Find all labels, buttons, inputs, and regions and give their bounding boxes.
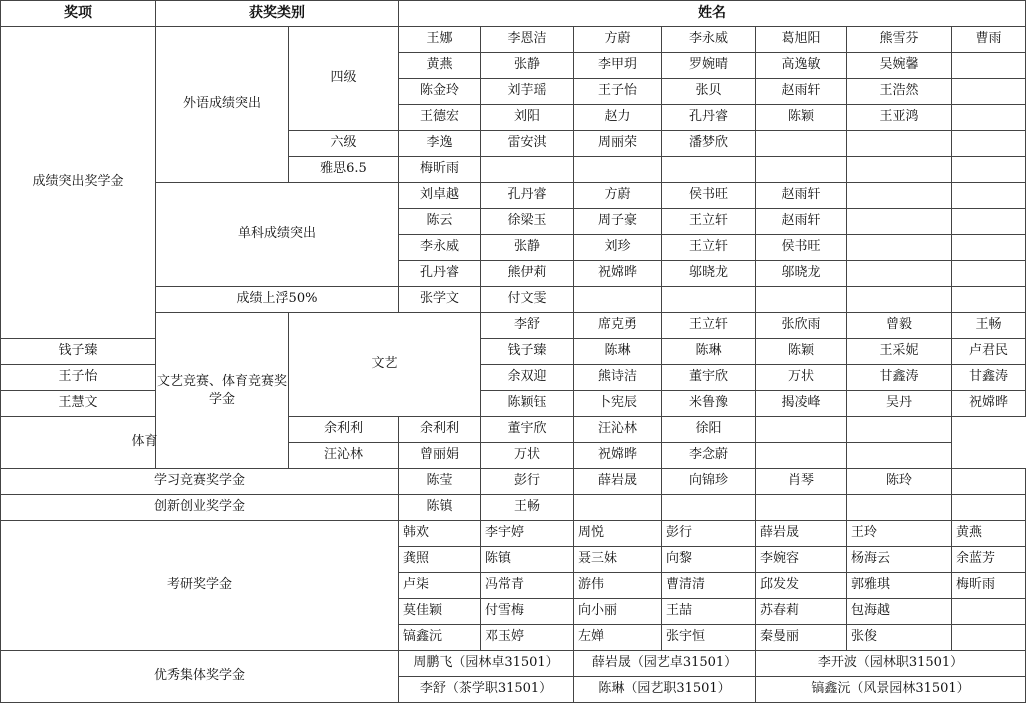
name-cell [952, 625, 1026, 651]
name-cell: 卢君民 [952, 339, 1026, 365]
name-cell: 王慧文 [1, 391, 156, 417]
name-cell: 周丽荣 [574, 131, 662, 157]
name-cell: 余双迎 [481, 365, 574, 391]
name-cell: 甘鑫涛 [952, 365, 1026, 391]
name-cell [952, 209, 1026, 235]
name-cell: 卢柒 [399, 573, 481, 599]
name-cell: 王立轩 [662, 235, 756, 261]
name-cell: 李婉容 [756, 547, 847, 573]
name-cell [756, 443, 847, 469]
name-cell: 赵雨轩 [756, 79, 847, 105]
name-cell: 陈金玲 [399, 79, 481, 105]
award-label: 成绩突出奖学金 [1, 27, 156, 339]
subcategory-label: 雅思6.5 [289, 157, 399, 183]
name-cell: 付文雯 [481, 287, 574, 313]
name-cell [756, 131, 847, 157]
name-cell: 张学文 [399, 287, 481, 313]
name-cell [662, 287, 756, 313]
name-cell: 王立轩 [662, 209, 756, 235]
name-cell: 董宇欣 [662, 365, 756, 391]
name-cell: 赵雨轩 [756, 209, 847, 235]
table-row [1, 495, 1026, 521]
name-cell: 孔丹睿 [662, 105, 756, 131]
name-cell: 聂三妹 [574, 547, 662, 573]
name-cell: 熊诗洁 [574, 365, 662, 391]
name-cell: 陈颖 [756, 339, 847, 365]
name-cell: 余蓝芳 [952, 547, 1026, 573]
name-cell [847, 287, 952, 313]
name-cell: 周子豪 [574, 209, 662, 235]
name-cell: 熊雪芬 [847, 27, 952, 53]
table-row [1, 521, 1026, 547]
name-cell: 陈玲 [847, 469, 952, 495]
name-cell: 杨海云 [847, 547, 952, 573]
name-cell: 邬晓龙 [756, 261, 847, 287]
name-cell: 孔丹睿 [399, 261, 481, 287]
name-cell: 祝嫦晔 [574, 443, 662, 469]
name-cell: 王浩然 [847, 79, 952, 105]
award-label: 优秀集体奖学金 [1, 651, 399, 703]
name-cell: 赵力 [574, 105, 662, 131]
table-row [1, 365, 1026, 391]
name-cell [847, 495, 952, 521]
name-cell: 肖琴 [756, 469, 847, 495]
name-cell: 赵雨轩 [756, 183, 847, 209]
name-cell: 陈琳 [574, 339, 662, 365]
name-cell: 董宇欣 [481, 417, 574, 443]
name-cell: 邓玉婷 [481, 625, 574, 651]
name-cell: 王采妮 [847, 339, 952, 365]
name-cell [847, 209, 952, 235]
name-cell: 张俊 [847, 625, 952, 651]
name-cell: 李舒 [481, 313, 574, 339]
name-cell [952, 495, 1026, 521]
award-label: 学习竞赛奖学金 [1, 469, 399, 495]
name-cell: 镐鑫沅 [399, 625, 481, 651]
name-cell: 雷安淇 [481, 131, 574, 157]
name-cell: 陈云 [399, 209, 481, 235]
name-cell: 王亚鸿 [847, 105, 952, 131]
name-cell [952, 261, 1026, 287]
name-cell: 孔丹睿 [481, 183, 574, 209]
award-label: 文艺竞赛、体育竞赛奖学金 [156, 313, 289, 469]
name-cell: 侯书旺 [756, 235, 847, 261]
name-cell: 王喆 [662, 599, 756, 625]
name-cell: 曾丽娟 [399, 443, 481, 469]
name-cell: 王畅 [952, 313, 1026, 339]
name-cell: 薛岩晟 [574, 469, 662, 495]
name-cell: 方蔚 [574, 183, 662, 209]
name-cell: 熊伊莉 [481, 261, 574, 287]
name-cell: 邬晓龙 [662, 261, 756, 287]
name-cell: 徐梁玉 [481, 209, 574, 235]
name-cell: 刘阳 [481, 105, 574, 131]
name-cell: 彭行 [481, 469, 574, 495]
name-cell: 李甲玥 [574, 53, 662, 79]
table-row [1, 339, 1026, 365]
collective-entry: 周鹏飞（园林卓31501） [399, 651, 574, 677]
name-cell: 席克勇 [574, 313, 662, 339]
collective-entry: 李开波（园林职31501） [756, 651, 1026, 677]
name-cell: 周悦 [574, 521, 662, 547]
name-cell [847, 183, 952, 209]
name-cell: 潘梦欣 [662, 131, 756, 157]
name-cell: 吴丹 [847, 391, 952, 417]
name-cell [756, 287, 847, 313]
category-label: 单科成绩突出 [156, 183, 399, 287]
name-cell: 甘鑫涛 [847, 365, 952, 391]
name-cell: 黄燕 [399, 53, 481, 79]
name-cell [952, 157, 1026, 183]
name-cell: 王子怡 [574, 79, 662, 105]
name-cell [756, 157, 847, 183]
name-cell: 彭行 [662, 521, 756, 547]
name-cell: 钱子臻 [481, 339, 574, 365]
name-cell: 曾毅 [847, 313, 952, 339]
name-cell [481, 157, 574, 183]
table-row [1, 27, 1026, 53]
name-cell: 汪沁林 [289, 443, 399, 469]
collective-entry: 薛岩晟（园艺卓31501） [574, 651, 756, 677]
name-cell: 吴婉馨 [847, 53, 952, 79]
category-label: 体育 [1, 417, 289, 469]
name-cell: 张静 [481, 235, 574, 261]
name-cell [952, 53, 1026, 79]
name-cell [952, 131, 1026, 157]
name-cell: 梅昕雨 [399, 157, 481, 183]
header-award: 奖项 [1, 1, 156, 27]
name-cell: 李恩洁 [481, 27, 574, 53]
name-cell: 万状 [756, 365, 847, 391]
name-cell [952, 105, 1026, 131]
name-cell: 钱子臻 [1, 339, 156, 365]
name-cell: 向小丽 [574, 599, 662, 625]
name-cell: 张静 [481, 53, 574, 79]
header-names: 姓名 [399, 1, 1026, 27]
name-cell: 李逸 [399, 131, 481, 157]
name-cell: 徐阳 [662, 417, 756, 443]
name-cell: 邱发发 [756, 573, 847, 599]
name-cell: 祝嫦晔 [952, 391, 1026, 417]
name-cell [847, 157, 952, 183]
name-cell [662, 157, 756, 183]
name-cell: 张宇恒 [662, 625, 756, 651]
name-cell [952, 79, 1026, 105]
name-cell: 薛岩晟 [756, 521, 847, 547]
name-cell: 侯书旺 [662, 183, 756, 209]
name-cell: 王立轩 [662, 313, 756, 339]
name-cell: 王德宏 [399, 105, 481, 131]
name-cell: 游伟 [574, 573, 662, 599]
name-cell [952, 183, 1026, 209]
name-cell: 方蔚 [574, 27, 662, 53]
collective-entry: 镐鑫沅（风景园林31501） [756, 677, 1026, 703]
name-cell: 冯常青 [481, 573, 574, 599]
name-cell: 陈琳 [662, 339, 756, 365]
name-cell: 王畅 [481, 495, 574, 521]
name-cell [952, 469, 1026, 495]
name-cell: 李永威 [662, 27, 756, 53]
subcategory-label: 六级 [289, 131, 399, 157]
table-row [1, 417, 1026, 443]
award-label: 考研奖学金 [1, 521, 399, 651]
name-cell [847, 443, 952, 469]
name-cell [847, 417, 952, 443]
name-cell [574, 287, 662, 313]
name-cell: 葛旭阳 [756, 27, 847, 53]
name-cell: 王娜 [399, 27, 481, 53]
name-cell: 黄燕 [952, 521, 1026, 547]
name-cell: 李念蔚 [662, 443, 756, 469]
name-cell: 刘珍 [574, 235, 662, 261]
name-cell: 余利利 [399, 417, 481, 443]
name-cell [952, 287, 1026, 313]
name-cell: 王玲 [847, 521, 952, 547]
category-label: 外语成绩突出 [156, 27, 289, 183]
name-cell: 李宇婷 [481, 521, 574, 547]
name-cell: 余利利 [289, 417, 399, 443]
table-row [1, 391, 1026, 417]
name-cell: 陈颖钰 [481, 391, 574, 417]
name-cell: 陈颖 [756, 105, 847, 131]
name-cell: 陈莹 [399, 469, 481, 495]
header-row [1, 1, 1026, 27]
name-cell: 龚照 [399, 547, 481, 573]
name-cell: 梅昕雨 [952, 573, 1026, 599]
name-cell: 李永威 [399, 235, 481, 261]
name-cell [574, 157, 662, 183]
name-cell: 高逸敏 [756, 53, 847, 79]
name-cell: 秦曼丽 [756, 625, 847, 651]
name-cell: 曹清清 [662, 573, 756, 599]
table-row [1, 651, 1026, 677]
name-cell [847, 131, 952, 157]
name-cell: 包海越 [847, 599, 952, 625]
name-cell [756, 495, 847, 521]
name-cell: 付雪梅 [481, 599, 574, 625]
name-cell: 陈镇 [481, 547, 574, 573]
name-cell: 陈镇 [399, 495, 481, 521]
name-cell: 王子怡 [1, 365, 156, 391]
name-cell: 向锦珍 [662, 469, 756, 495]
name-cell [756, 417, 847, 443]
category-label: 成绩上浮50% [156, 287, 399, 313]
name-cell [662, 495, 756, 521]
name-cell: 张欣雨 [756, 313, 847, 339]
name-cell: 汪沁林 [574, 417, 662, 443]
name-cell: 苏春莉 [756, 599, 847, 625]
name-cell: 米鲁豫 [662, 391, 756, 417]
name-cell: 揭凌峰 [756, 391, 847, 417]
name-cell: 郭雅琪 [847, 573, 952, 599]
name-cell: 曹雨 [952, 27, 1026, 53]
name-cell: 刘卓越 [399, 183, 481, 209]
name-cell [952, 235, 1026, 261]
category-label: 文艺 [289, 313, 481, 417]
name-cell: 刘芋瑶 [481, 79, 574, 105]
table-row [1, 469, 1026, 495]
name-cell: 祝嫦晔 [574, 261, 662, 287]
name-cell: 万状 [481, 443, 574, 469]
name-cell [574, 495, 662, 521]
subcategory-label: 四级 [289, 27, 399, 131]
name-cell: 莫佳颖 [399, 599, 481, 625]
name-cell: 卜宪辰 [574, 391, 662, 417]
name-cell: 张贝 [662, 79, 756, 105]
name-cell: 向黎 [662, 547, 756, 573]
collective-entry: 陈琳（园艺职31501） [574, 677, 756, 703]
name-cell [847, 261, 952, 287]
name-cell [847, 235, 952, 261]
name-cell: 罗婉晴 [662, 53, 756, 79]
collective-entry: 李舒（茶学职31501） [399, 677, 574, 703]
name-cell: 韩欢 [399, 521, 481, 547]
header-category: 获奖类别 [156, 1, 399, 27]
name-cell: 左婵 [574, 625, 662, 651]
name-cell [952, 599, 1026, 625]
award-label: 创新创业奖学金 [1, 495, 399, 521]
